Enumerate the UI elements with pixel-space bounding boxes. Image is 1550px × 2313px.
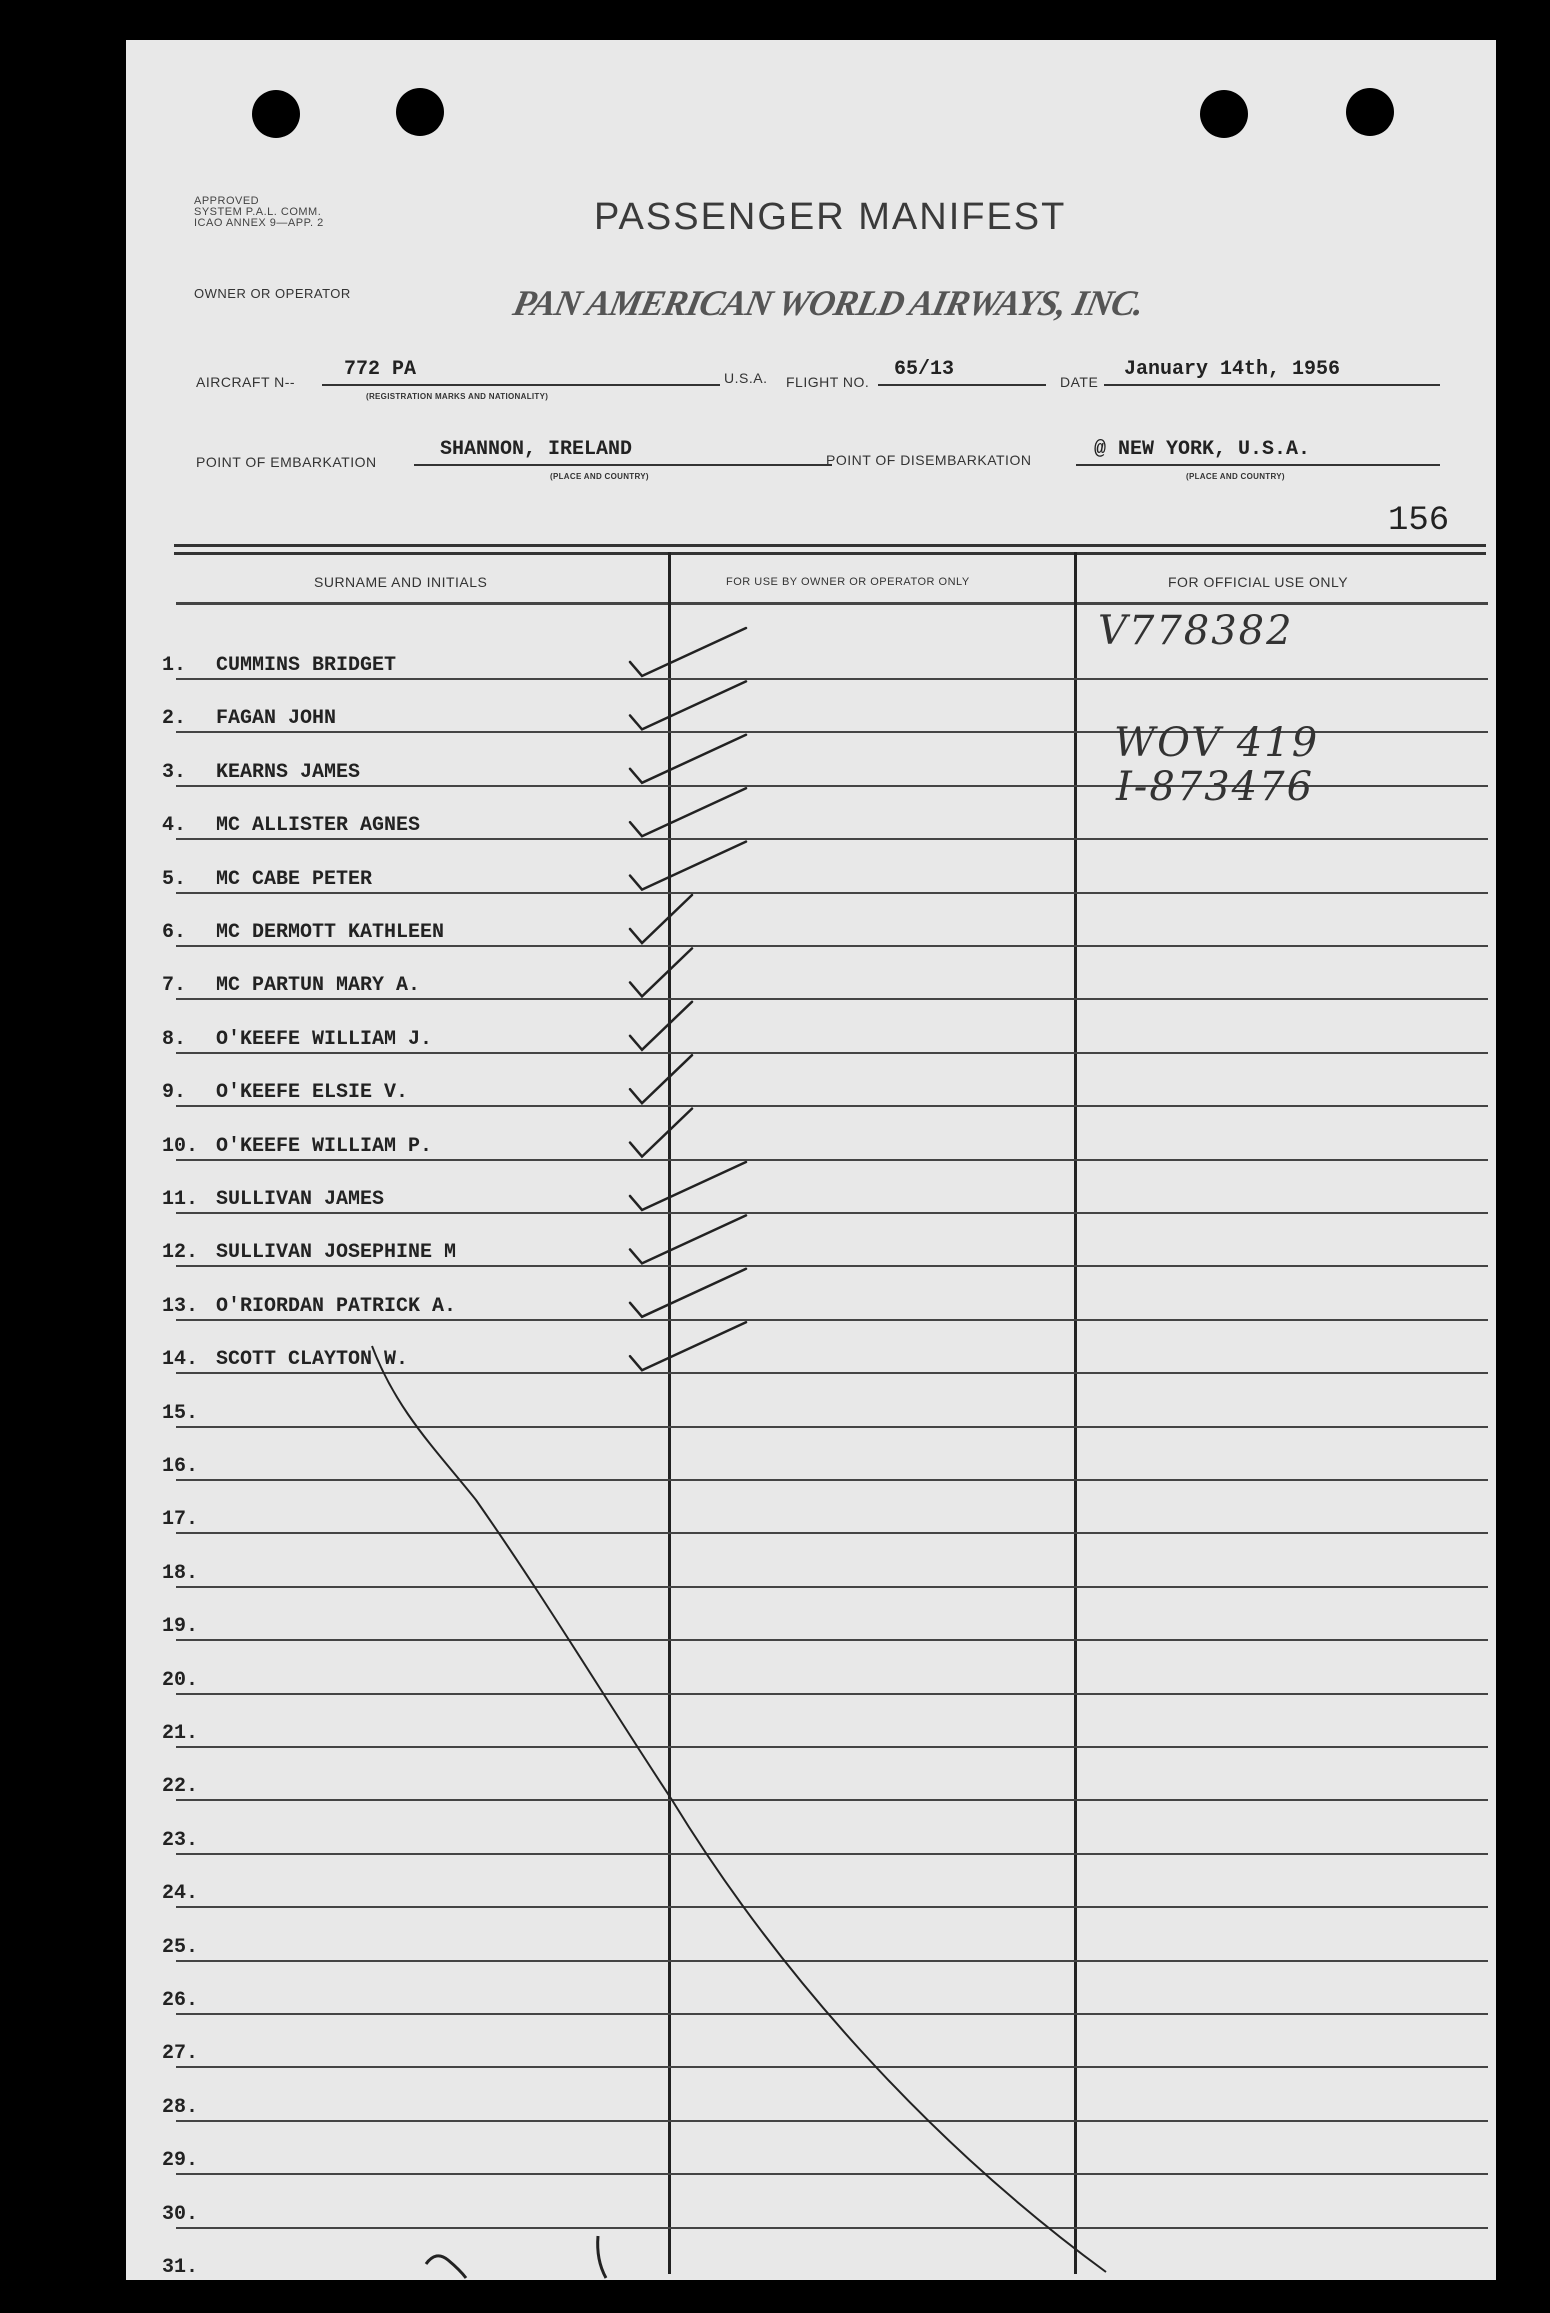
signature-scribble [426,2256,466,2278]
row-number: 20. [162,1668,199,1692]
row-number: 26. [162,1989,199,2012]
passenger-name: O'KEEFE ELSIE V. [216,1081,409,1105]
passenger-name: CUMMINS BRIDGET [216,654,397,677]
passenger-name: O'RIORDAN PATRICK A. [216,1294,457,1318]
row-number: 8. [162,1027,187,1051]
check-mark [630,1162,746,1210]
page-number: 156 [1388,502,1450,540]
row-number: 4. [162,814,187,838]
check-mark [630,735,746,783]
passenger-name: SULLIVAN JOSEPHINE M [216,1241,457,1265]
check-mark [630,681,746,729]
aircraft-sublabel: (REGISTRATION MARKS AND NATIONALITY) [366,392,549,401]
disembark-sublabel: (PLACE AND COUNTRY) [1186,472,1285,481]
row-number: 25. [162,1935,199,1959]
row-number: 29. [162,2149,199,2173]
annotation-layer [126,40,1496,2280]
check-mark [630,1269,746,1317]
approval-line: ICAO ANNEX 9—APP. 2 [194,217,324,229]
passenger-name: SCOTT CLAYTON W. [216,1348,409,1372]
passenger-name: KEARNS JAMES [216,760,361,784]
embark-label: POINT OF EMBARKATION [196,454,377,470]
aircraft-value: 772 PA [344,358,417,381]
passenger-name: FAGAN JOHN [216,707,337,731]
passenger-name: MC DERMOTT KATHLEEN [216,921,445,944]
row-number: 17. [162,1508,199,1532]
row-number: 31. [162,2256,199,2279]
embark-value: SHANNON, IRELAND [440,438,633,461]
row-number: 18. [162,1561,199,1585]
manifest-sheet [126,40,1496,2280]
approval-line: APPROVED [194,195,260,207]
airline-name: PAN AMERICAN WORLD AIRWAYS, INC. [509,283,1148,323]
approval-line: SYSTEM P.A.L. COMM. [194,206,322,218]
column-header-official-use: FOR OFFICIAL USE ONLY [1168,574,1349,590]
column-header-surname: SURNAME AND INITIALS [314,574,488,590]
row-number: 3. [162,760,187,784]
row-number: 14. [162,1348,199,1372]
row-number: 7. [162,974,187,998]
passenger-name: MC ALLISTER AGNES [216,814,421,838]
date-label: DATE [1060,374,1099,390]
row-number: 23. [162,1828,199,1852]
column-header-owner-use: FOR USE BY OWNER OR OPERATOR ONLY [726,576,970,588]
row-number: 12. [162,1241,199,1265]
check-mark [630,1002,692,1050]
check-mark [630,1322,746,1370]
row-number: 10. [162,1134,199,1158]
flight-label: FLIGHT NO. [786,374,870,390]
row-number: 19. [162,1615,199,1639]
page-title: PASSENGER MANIFEST [594,196,1067,238]
passenger-name: SULLIVAN JAMES [216,1188,385,1211]
check-mark [630,1215,746,1263]
check-mark [630,948,692,996]
row-number: 24. [162,1882,199,1906]
check-mark [630,1109,692,1157]
row-number: 22. [162,1775,199,1799]
row-number: 6. [162,921,187,944]
passenger-name: MC CABE PETER [216,867,373,891]
official-note-row4: I-873476 [1116,764,1315,810]
official-note-row3: WOV 419 [1114,720,1320,766]
flight-value: 65/13 [894,358,955,381]
usa-label: U.S.A. [724,370,768,386]
passenger-name: MC PARTUN MARY A. [216,974,421,998]
row-number: 2. [162,707,187,731]
check-mark [630,1055,692,1103]
row-number: 9. [162,1081,187,1105]
date-value: January 14th, 1956 [1124,358,1341,381]
check-mark [630,842,746,890]
passenger-name: O'KEEFE WILLIAM P. [216,1134,433,1158]
row-number: 21. [162,1722,199,1745]
row-number: 27. [162,2042,199,2066]
check-marks [630,628,746,1370]
cancel-line [372,1346,1106,2272]
embark-sublabel: (PLACE AND COUNTRY) [550,472,649,481]
row-number: 11. [162,1188,199,1211]
passenger-name: O'KEEFE WILLIAM J. [216,1027,433,1051]
check-mark [630,895,692,943]
check-mark [630,628,746,676]
aircraft-label: AIRCRAFT N-- [196,374,296,390]
row-number: 30. [162,2202,199,2226]
disembark-value: @ NEW YORK, U.S.A. [1094,438,1311,461]
row-number: 28. [162,2095,199,2119]
row-number: 1. [162,654,187,677]
row-number: 15. [162,1401,199,1425]
row-number: 16. [162,1455,199,1478]
row-number: 5. [162,867,187,891]
row-number: 13. [162,1294,199,1318]
official-note-row1: V778382 [1098,608,1294,654]
owner-label: OWNER OR OPERATOR [194,286,351,301]
disembark-label: POINT OF DISEMBARKATION [826,452,1032,468]
signature-scribble [598,2236,606,2278]
check-mark [630,788,746,836]
